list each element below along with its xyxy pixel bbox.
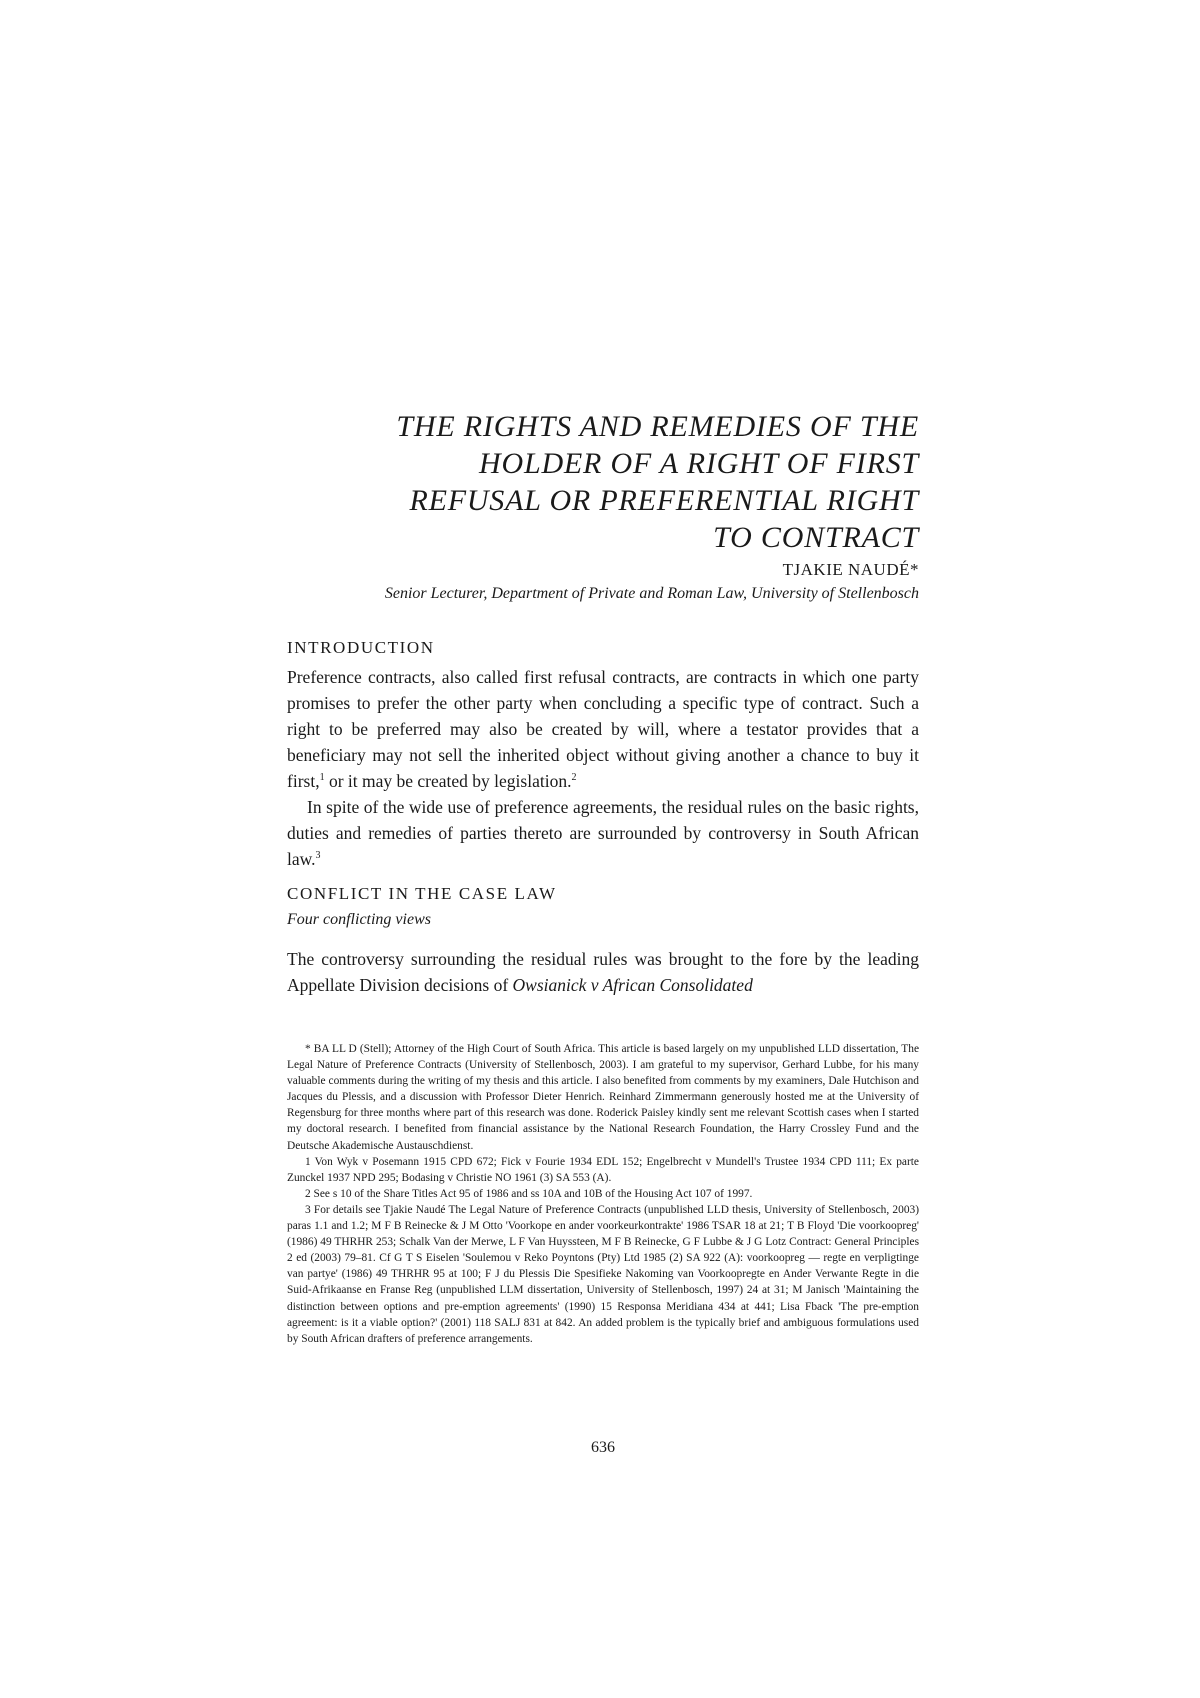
conflict-paragraph-1	[287, 946, 919, 998]
footnote-2: 2 See s 10 of the Share Titles Act 95 of 1986 and ss 10A and 10B of the Housing Act 107 of 1997.	[305, 1187, 753, 1200]
paragraph-text: The controversy surrounding the residual rules was brought to the fore by the leading Appellate Division decisions of	[287, 949, 919, 995]
subsection-heading: Four conflicting views	[287, 911, 431, 928]
footnote-ref-2[interactable]: 2	[571, 772, 577, 784]
title-line-1: THE RIGHTS AND REMEDIES OF THE	[396, 410, 919, 443]
introduction-paragraph-2	[287, 794, 919, 872]
author-affiliation: Senior Lecturer, Department of Private and Roman Law, University of Stellenbosch	[384, 585, 919, 602]
footnote-1: 1 Von Wyk v Posemann 1915 CPD 672; Fick v Fourie 1934 EDL 152; Engelbrecht v Mundell's Trustee 1934 CPD 111; Ex parte Zunckel 1937 NPD 295; Bodasing v Christie NO 1961 (3) SA 553 (A).	[287, 1155, 919, 1184]
title-line-3: REFUSAL OR PREFERENTIAL RIGHT	[409, 484, 919, 517]
paragraph-text: Preference contracts, also called first refusal contracts, are contracts in which one party promises to prefer the other party when concluding a specific type of contract. Such a right to be preferred may also be created by will, where a testator provides that a beneficiary may not sell the inherited object without giving another a chance to buy it first,	[287, 667, 919, 791]
section-heading-introduction: INTRODUCTION	[287, 638, 435, 657]
title-line-4: TO CONTRACT	[713, 521, 919, 554]
paragraph-text: In spite of the wide use of preference agreements, the residual rules on the basic rights, duties and remedies of parties thereto are surrounded by controversy in South African law.	[287, 797, 919, 869]
introduction-paragraph-1	[287, 664, 919, 794]
section-heading-conflict: CONFLICT IN THE CASE LAW	[287, 884, 557, 903]
title-line-2: HOLDER OF A RIGHT OF FIRST	[479, 447, 919, 480]
article-title	[287, 408, 919, 556]
author-name: TJAKIE NAUDÉ*	[782, 560, 919, 579]
footnote-star: * BA LL D (Stell); Attorney of the High Court of South Africa. This article is based largely on my unpublished LLD dissertation, The Legal Nature of Preference Contracts (University of Stellenbosch, 2003). I am grateful to my supervisor, Gerhard Lubbe, for his many valuable comments during the writing of my thesis and this article. I also benefited from comments by my examiners, Dale Hutchison and Jacques du Plessis, and a discussion with Professor Dieter Henrich. Reinhard Zimmermann generously hosted me at the University of Regensburg for three months where part of this research was done. Roderick Paisley kindly sent me relevant Scottish cases when I started my doctoral research. I benefited from financial assistance by the National Research Foundation, the Harry Crossley Fund and the Deutsche Akademische Austauschdienst.	[287, 1043, 919, 1152]
footnote-ref-1[interactable]: 1	[319, 772, 325, 784]
footnote-ref-3[interactable]: 3	[315, 850, 321, 862]
page-number: 636	[591, 1439, 615, 1456]
introduction-body	[287, 664, 919, 872]
footnotes	[287, 1041, 919, 1347]
footnote-3: 3 For details see Tjakie Naudé The Legal Nature of Preference Contracts (unpublished LLD thesis, University of Stellenbosch, 2003) paras 1.1 and 1.2; M F B Reinecke & J M Otto 'Voorkope en ander voorkeurkontrakte' 1986 TSAR 18 at 21; T B Floyd 'Die voorkoopreg' (1986) 49 THRHR 253; Schalk Van der Merwe, L F Van Huyssteen, M F B Reinecke, G F Lubbe & J G Lotz Contract: General Principles 2 ed (2003) 79–81. Cf G T S Eiselen 'Soulemou v Reko Poyntons (Pty) Ltd 1985 (2) SA 922 (A): voorkoopreg — regte en verpligtinge van partye' (1986) 49 THRHR 95 at 100; F J du Plessis Die Spesifieke Nakoming van Voorkoopregte en Ander Verwante Regte in die Suid-Afrikaanse en Franse Reg (unpublished LLM dissertation, University of Stellenbosch, 1997) 24 at 31; M Janisch 'Maintaining the distinction between options and pre-emption agreements' (1990) 15 Responsa Meridiana 434 at 441; Lisa Fback 'The pre-emption agreement: is it a viable option?' (2001) 118 SALJ 831 at 842. An added problem is the typically brief and ambiguous formulations used by South African drafters of preference arrangements.	[287, 1203, 919, 1345]
conflict-body	[287, 946, 919, 998]
case-name: Owsianick v African Consolidated	[512, 975, 753, 995]
paragraph-text: or it may be created by legislation.	[324, 771, 572, 791]
